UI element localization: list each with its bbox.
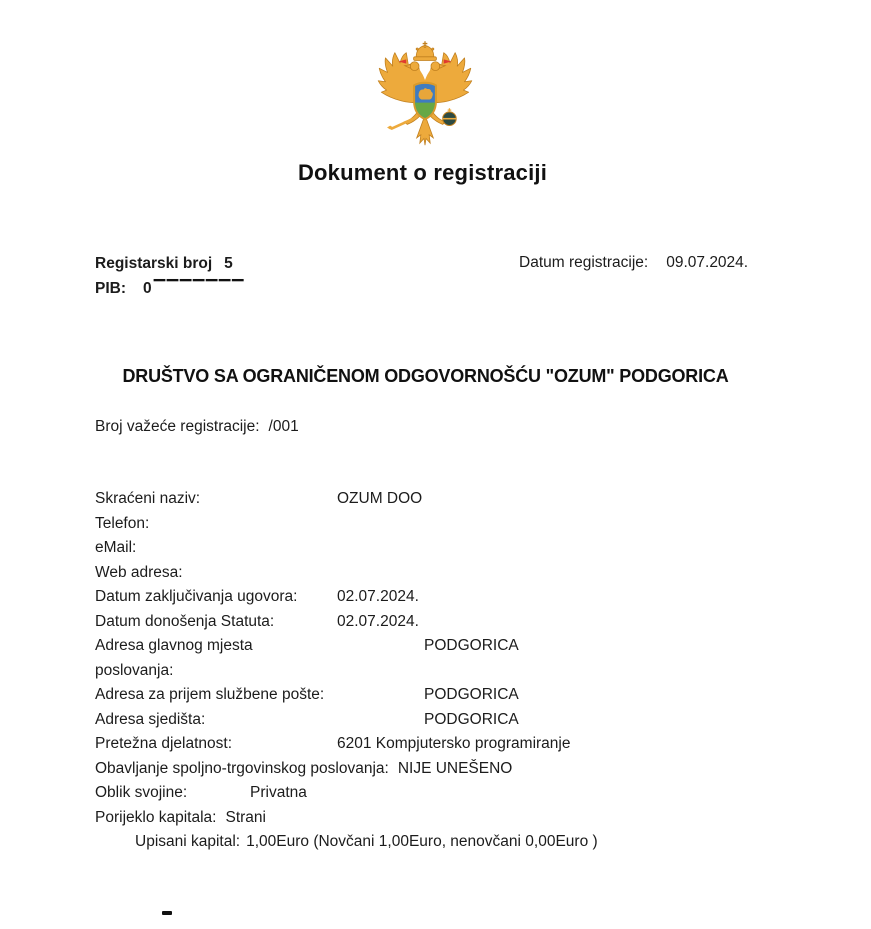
field-label: Datum zaključivanja ugovora:	[95, 588, 298, 605]
field-row	[95, 512, 795, 537]
fields-list	[95, 487, 795, 855]
field-value: 1,00Euro (Novčani 1,00Euro, nenovčani 0,00Euro )	[246, 833, 598, 850]
field-value: NIJE UNEŠENO	[397, 759, 513, 777]
field-value: PODGORICA	[424, 686, 519, 703]
registry-number-value: 5	[224, 255, 233, 272]
document-title: Dokument o registraciji	[297, 160, 548, 185]
field-label: Oblik svojine:	[95, 784, 188, 801]
valid-registration-label: Broj važeće registracije:	[95, 418, 260, 435]
field-value: OZUM DOO	[337, 490, 423, 507]
field-row	[95, 536, 795, 561]
field-row	[95, 610, 795, 635]
field-label: eMail:	[95, 539, 137, 556]
field-row	[95, 708, 795, 733]
valid-registration	[95, 418, 299, 436]
registration-date-label: Datum registracije:	[519, 254, 649, 271]
field-row	[95, 683, 795, 708]
field-row	[95, 634, 795, 683]
field-label: Pretežna djelatnost:	[95, 735, 233, 752]
montenegro-coat-of-arms-icon	[373, 40, 477, 161]
field-label: Web adresa:	[95, 563, 183, 581]
field-label: Porijeklo kapitala:	[95, 808, 217, 826]
company-name-heading: DRUŠTVO SA OGRANIČENOM ODGOVORNOŠĆU "OZUM" PODGORICA	[122, 366, 729, 386]
registry-number-label: Registarski broj	[95, 255, 213, 272]
field-label: Adresa za prijem službene pošte:	[95, 686, 325, 703]
field-label: Adresa sjedišta:	[95, 710, 206, 728]
pib-label: PIB:	[95, 280, 126, 297]
registry-header-left	[95, 252, 245, 301]
field-row	[95, 487, 795, 512]
field-value: 6201 Kompjutersko programiranje	[337, 735, 571, 752]
field-row	[95, 585, 795, 610]
field-value: PODGORICA	[424, 710, 519, 728]
registration-date-value: 09.07.2024.	[666, 254, 749, 271]
field-label: Upisani kapital:	[135, 833, 241, 850]
registration-date	[519, 254, 748, 272]
field-value: 02.07.2024.	[337, 588, 419, 605]
field-label: Skraćeni naziv:	[95, 490, 201, 507]
field-row	[95, 561, 795, 586]
field-label: Adresa glavnog mjesta poslovanja:	[95, 637, 253, 679]
field-row	[95, 781, 795, 806]
field-value: Privatna	[250, 784, 307, 801]
field-row	[95, 757, 795, 782]
pib-value: 0	[143, 280, 152, 297]
page-cut-artifact	[162, 911, 172, 915]
field-label: Obavljanje spoljno-trgovinskog poslovanja:	[95, 759, 389, 777]
field-value: Strani	[225, 808, 266, 826]
field-value: 02.07.2024.	[337, 612, 419, 630]
field-label: Datum donošenja Statuta:	[95, 612, 275, 630]
field-row	[95, 830, 795, 855]
field-row	[95, 806, 795, 831]
field-value: PODGORICA	[424, 637, 519, 654]
pib-redacted-marks: ▔▔▔▔▔▔▔	[153, 279, 245, 297]
field-label: Telefon:	[95, 514, 150, 532]
field-row	[95, 732, 795, 757]
valid-registration-value: /001	[268, 418, 299, 435]
